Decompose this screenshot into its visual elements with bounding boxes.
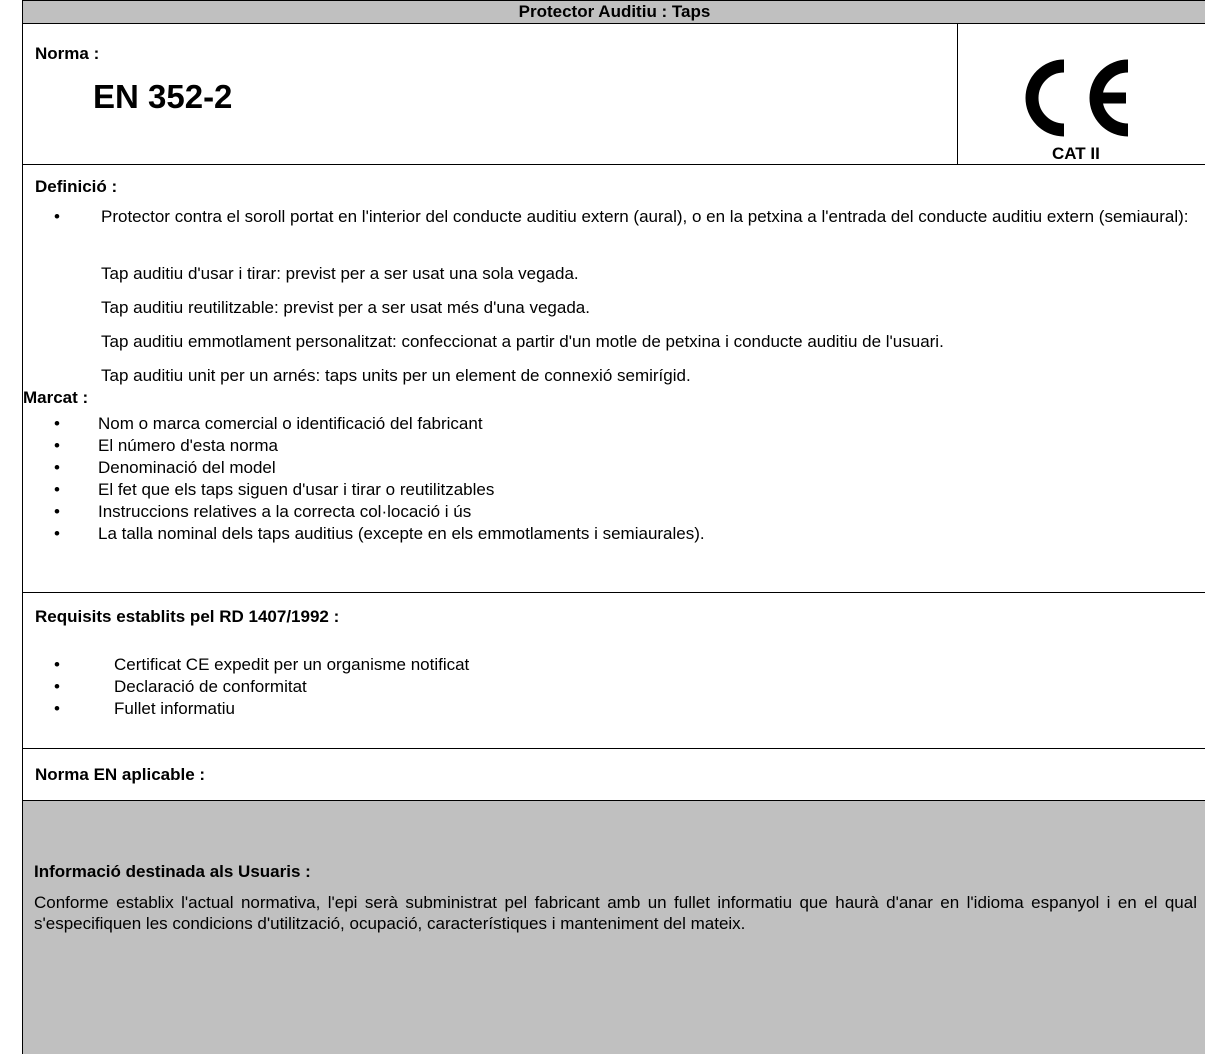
definicio-label: Definició : [35, 177, 118, 196]
informacio-label: Informació destinada als Usuaris : [34, 862, 311, 881]
requisits-label: Requisits establits pel RD 1407/1992 : [35, 607, 340, 626]
list-item: • Certificat CE expedit per un organisme notificat [23, 654, 469, 676]
definicio-item: Tap auditiu emmotlament personalitzat: confeccionat a partir d'un motle de petxina i conducte auditiu de l'usuari. [101, 332, 944, 351]
definicio-item: Tap auditiu d'usar i tirar: previst per a ser usat una sola vegada. [101, 264, 579, 283]
list-item: • El fet que els taps siguen d'usar i tirar o reutilitzables [23, 479, 705, 501]
document-title: Protector Auditiu : Taps [23, 0, 1205, 24]
list-item: • La talla nominal dels taps auditius (excepte en els emmotlaments i semiaurales). [23, 523, 705, 545]
list-item: • Fullet informatiu [23, 698, 469, 720]
definicio-item: Tap auditiu reutilitzable: previst per a ser usat més d'una vegada. [101, 298, 590, 317]
definicio-item: Tap auditiu unit per un arnés: taps units per un element de connexió semirígid. [101, 366, 691, 385]
list-item: • Instruccions relatives a la correcta col·locació i ús [23, 501, 705, 523]
norma-code: EN 352-2 [93, 78, 233, 115]
list-item: • Denominació del model [23, 457, 705, 479]
list-item: • Nom o marca comercial o identificació del fabricant [23, 413, 705, 435]
list-item: • Declaració de conformitat [23, 676, 469, 698]
list-item: • Protector contra el soroll portat en l'interior del conducte auditiu extern (aural), o en la petxina a l'entrada del conducte auditiu extern (semiaural): [23, 207, 1198, 227]
norma-en-label: Norma EN aplicable : [35, 765, 206, 784]
norma-label: Norma : [35, 44, 100, 63]
list-item: • El número d'esta norma [23, 435, 705, 457]
ce-category: CAT II [1052, 144, 1100, 163]
marcat-label: Marcat : [23, 388, 89, 407]
informacio-text: Conforme establix l'actual normativa, l'epi serà subministrat pel fabricant amb un fullet informatiu que haurà d'anar en l'idioma espanyol i en el qual s'especifiquen les condicions d'utilització, ocupació, característiques i manteniment del mateix. [34, 893, 1197, 933]
